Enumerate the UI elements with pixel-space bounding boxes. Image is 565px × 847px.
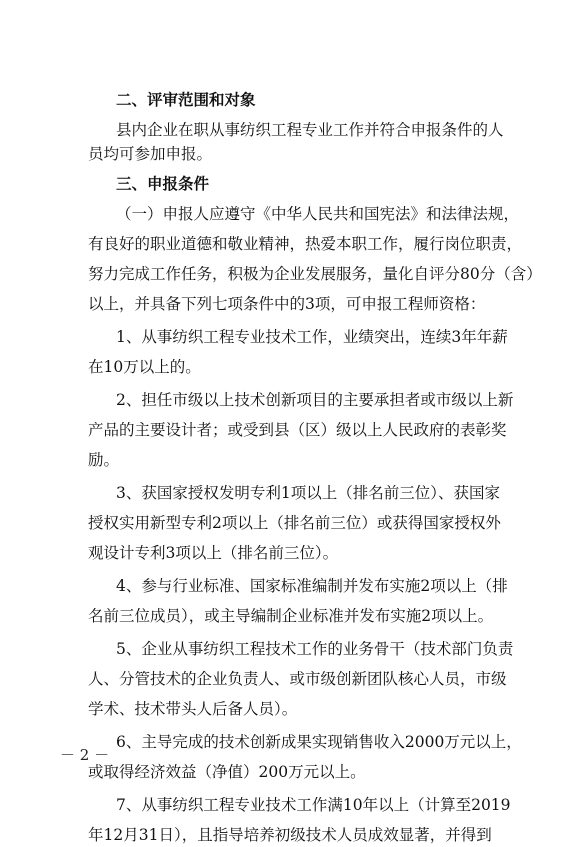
scope-text-line-1: 县内企业在职从事纺织工程专业工作并符合申报条件的人	[116, 121, 504, 139]
item-5-line-2: 人、分管技术的企业负责人、或市级创新团队核心人员，市级	[88, 670, 507, 688]
item-2-line-1: 2、担任市级以上技术创新项目的主要承担者或市级以上新	[116, 391, 514, 409]
item-5-line-3: 学术、技术带头人后备人员）。	[88, 700, 298, 718]
item-3-line-3: 观设计专利3项以上（排名前三位）。	[88, 544, 339, 562]
item-1-line-2: 在10万以上的。	[88, 358, 201, 376]
intro-line-1: （一）申报人应遵守《中华人民共和国宪法》和法律法规，	[116, 205, 520, 223]
item-6-line-2: 或取得经济效益（净值）200万元以上。	[88, 763, 366, 781]
document-body	[88, 88, 542, 847]
section-heading-scope: 二、评审范围和对象	[116, 91, 256, 109]
intro-line-2: 有良好的职业道德和敬业精神，热爱本职工作，履行岗位职责，	[88, 235, 523, 253]
item-4-line-2: 名前三位成员），或主导编制企业标准并发布实施2项以上。	[88, 607, 494, 625]
item-3-line-1: 3、获国家授权发明专利1项以上（排名前三位）、获国家	[116, 484, 500, 502]
item-7-line-2: 年12月31日），且指导培养初级技术人员成效显著，并得到	[88, 826, 492, 844]
intro-line-4: 以上，并具备下列七项条件中的3项，可申报工程师资格：	[88, 295, 486, 313]
page-number: － 2 －	[60, 746, 110, 764]
scope-text-line-2: 员均可参加申报。	[88, 145, 213, 163]
item-6-line-1: 6、主导完成的技术创新成果实现销售收入2000万元以上，	[116, 733, 522, 751]
item-2-line-3: 励。	[88, 451, 120, 469]
item-5-line-1: 5、企业从事纺织工程技术工作的业务骨干（技术部门负责	[116, 640, 514, 658]
item-1-line-1: 1、从事纺织工程专业技术工作，业绩突出，连续3年年薪	[116, 328, 508, 346]
intro-line-3: 努力完成工作任务，积极为企业发展服务，量化自评分80分（含）	[88, 265, 542, 283]
item-7-line-1: 7、从事纺织工程专业技术工作满10年以上（计算至2019	[116, 796, 511, 814]
item-2-line-2: 产品的主要设计者；或受到县（区）级以上人民政府的表彰奖	[88, 421, 507, 439]
section-heading-conditions: 三、申报条件	[116, 175, 210, 193]
item-4-line-1: 4、参与行业标准、国家标准编制并发布实施2项以上（排	[116, 577, 508, 595]
item-3-line-2: 授权实用新型专利2项以上（排名前三位）或获得国家授权外	[88, 514, 501, 532]
